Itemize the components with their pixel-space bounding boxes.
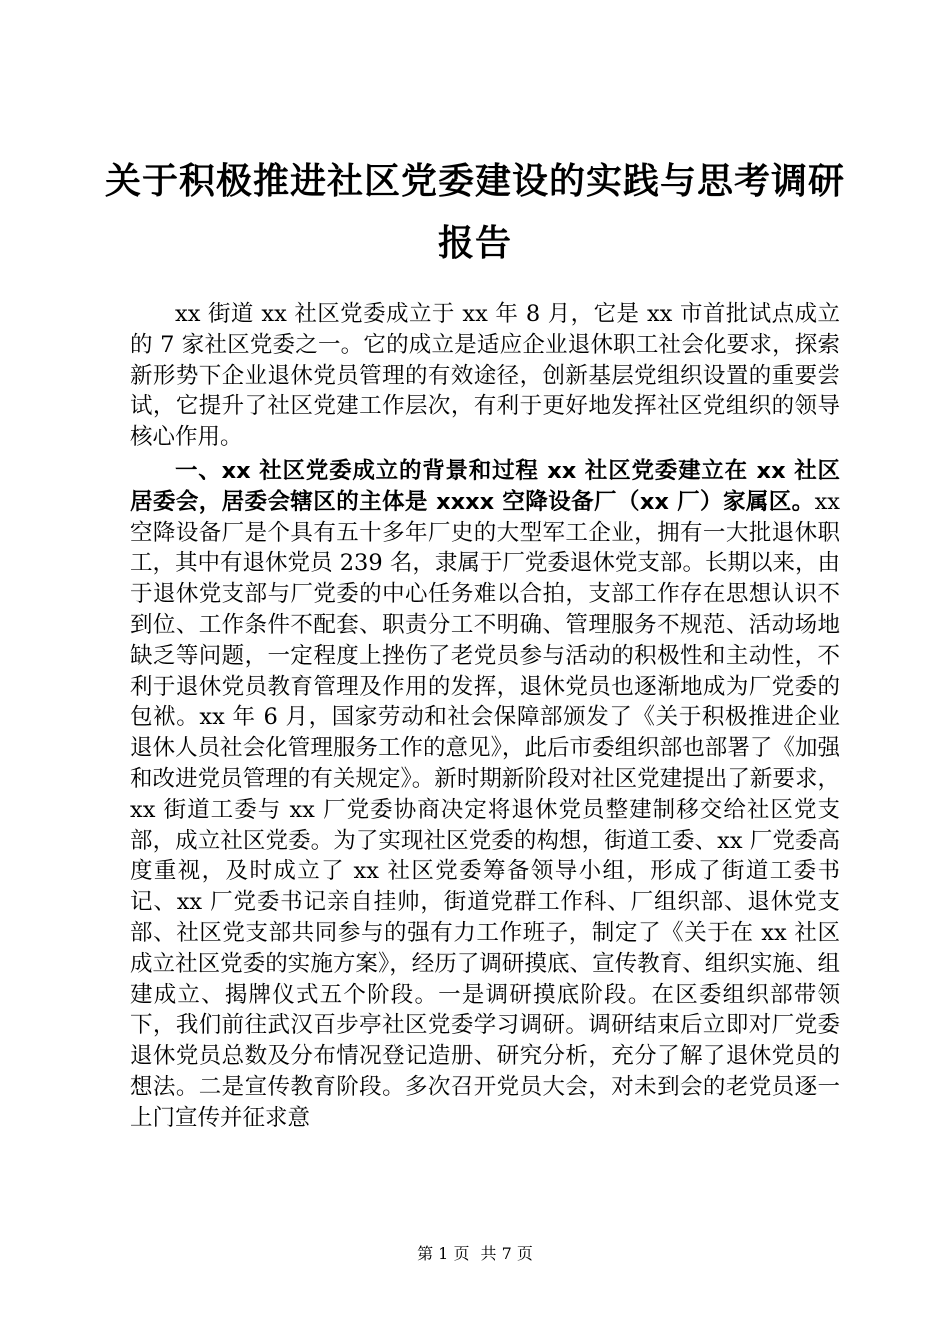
document-title-line2: 报告 [437,222,512,264]
page-footer [0,1244,950,1264]
page-total: 共 7 页 [480,1244,533,1263]
section-body: xx 空降设备厂是个具有五十多年厂史的大型军工企业，拥有一大批退休职工，其中有退休党员 239 名，隶属于厂党委退休党支部。长期以来，由于退休党支部与厂党委的中心任务难以合拍，支部工作存在思想认识不到位、工作条件不配套、职责分工不明确、管理服务不规范、活动场地缺乏等问题，一定程度上挫伤了老党员参与活动的积极性和主动性，不利于退休党员教育管理及作用的发挥，退休党员也逐渐地成为厂党委的包袱。xx 年 6 月，国家劳动和社会保障部颁发了《关于积极推进企业退休人员社会化管理服务工作的意见》，此后市委组织部也部署了《加强和改进党员管理的有关规定》。新时期新阶段对社区党建提出了新要求，xx 街道工委与 xx 厂党委协商决定将退休党员整建制移交给社区党支部，成立社区党委。为了实现社区党委的构想，街道工委、xx 厂党委高度重视，及时成立了 xx 社区党委筹备领导小组，形成了街道工委书记、xx 厂党委书记亲自挂帅，街道党群工作科、厂组织部、退休党支部、社区党支部共同参与的强有力工作班子，制定了《关于在 xx 社区成立社区党委的实施方案》，经历了调研摸底、宣传教育、组织实施、组建成立、揭牌仪式五个阶段。一是调研摸底阶段。在区委组织部带领下，我们前往武汉百步亭社区党委学习调研。调研结束后立即对厂党委退休党员总数及分布情况登记造册、研究分析，充分了解了退休党员的想法。二是宣传教育阶段。多次召开党员大会，对未到会的老党员逐一上门宣传并征求意 [130,488,840,1131]
page-number: 第 1 页 [417,1244,470,1263]
paragraph-section-1 [130,456,840,1134]
section-heading: 一、xx 社区党委成立的背景和过程 xx 社区党委建立在 xx 社区居委会，居委会辖区的主体是 xxxx 空降设备厂（xx 厂）家属区。 [130,458,840,515]
paragraph-intro: xx 街道 xx 社区党委成立于 xx 年 8 月，它是 xx 市首批试点成立的 7 家社区党委之一。它的成立是适应企业退休职工社会化要求，探索新形势下企业退休党员管理的有效途径，创新基层党组织设置的重要尝试，它提升了社区党建工作层次，有利于更好地发挥社区党组织的领导核心作用。 [130,301,840,451]
document-title-line1: 关于积极推进社区党委建设的实践与思考调研 [104,160,845,202]
